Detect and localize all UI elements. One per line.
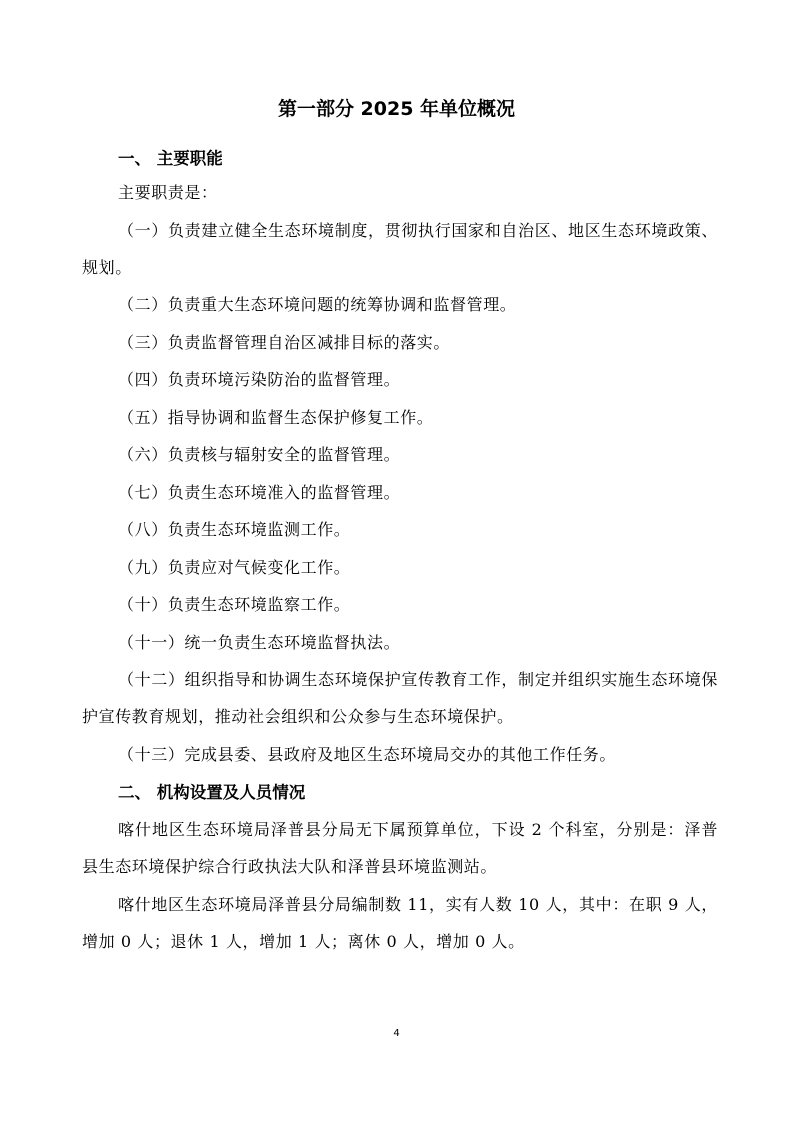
- section-heading-organization: 二、 机构设置及人员情况: [118, 783, 306, 802]
- duty-item: （十二）组织指导和协调生态环境保护宣传教育工作，制定并组织实施生态环境保护宣传教育规划，推动社会组织和公众参与生态环境保护。: [82, 670, 718, 726]
- organization-paragraph: 喀什地区生态环境局泽普县分局无下属预算单位，下设 2 个科室，分别是：泽普县生态环境保护综合行政执法大队和泽普县环境监测站。: [82, 820, 718, 876]
- duty-item: （四）负责环境污染防治的监督管理。: [118, 370, 401, 389]
- duty-item: （三）负责监督管理自治区减排目标的落实。: [118, 333, 451, 352]
- duty-item: （六）负责核与辐射安全的监督管理。: [118, 445, 401, 464]
- duty-item: （十）负责生态环境监察工作。: [118, 595, 351, 614]
- duty-item: （八）负责生态环境监测工作。: [118, 520, 351, 539]
- duty-item: （七）负责生态环境准入的监督管理。: [118, 483, 401, 502]
- duty-item: （五）指导协调和监督生态保护修复工作。: [118, 408, 434, 427]
- section-heading-main-functions: 一、 主要职能: [118, 149, 223, 168]
- page-number: 4: [393, 1028, 400, 1039]
- duty-item: （九）负责应对气候变化工作。: [118, 558, 351, 577]
- duty-item: （二）负责重大生态环境问题的统筹协调和监督管理。: [118, 295, 517, 314]
- duty-item: （十一）统一负责生态环境监督执法。: [118, 633, 401, 652]
- duty-item: （十三）完成县委、县政府及地区生态环境局交办的其他工作任务。: [118, 745, 617, 764]
- intro-text: 主要职责是：: [118, 183, 218, 202]
- duty-item: （一）负责建立健全生态环境制度，贯彻执行国家和自治区、地区生态环境政策、规划。: [82, 221, 718, 277]
- staffing-paragraph: 喀什地区生态环境局泽普县分局编制数 11，实有人数 10 人，其中：在职 9 人，增加 0 人；退休 1 人，增加 1 人；离休 0 人，增加 0 人。: [82, 895, 718, 951]
- page-title: 第一部分 2025 年单位概况: [277, 98, 516, 120]
